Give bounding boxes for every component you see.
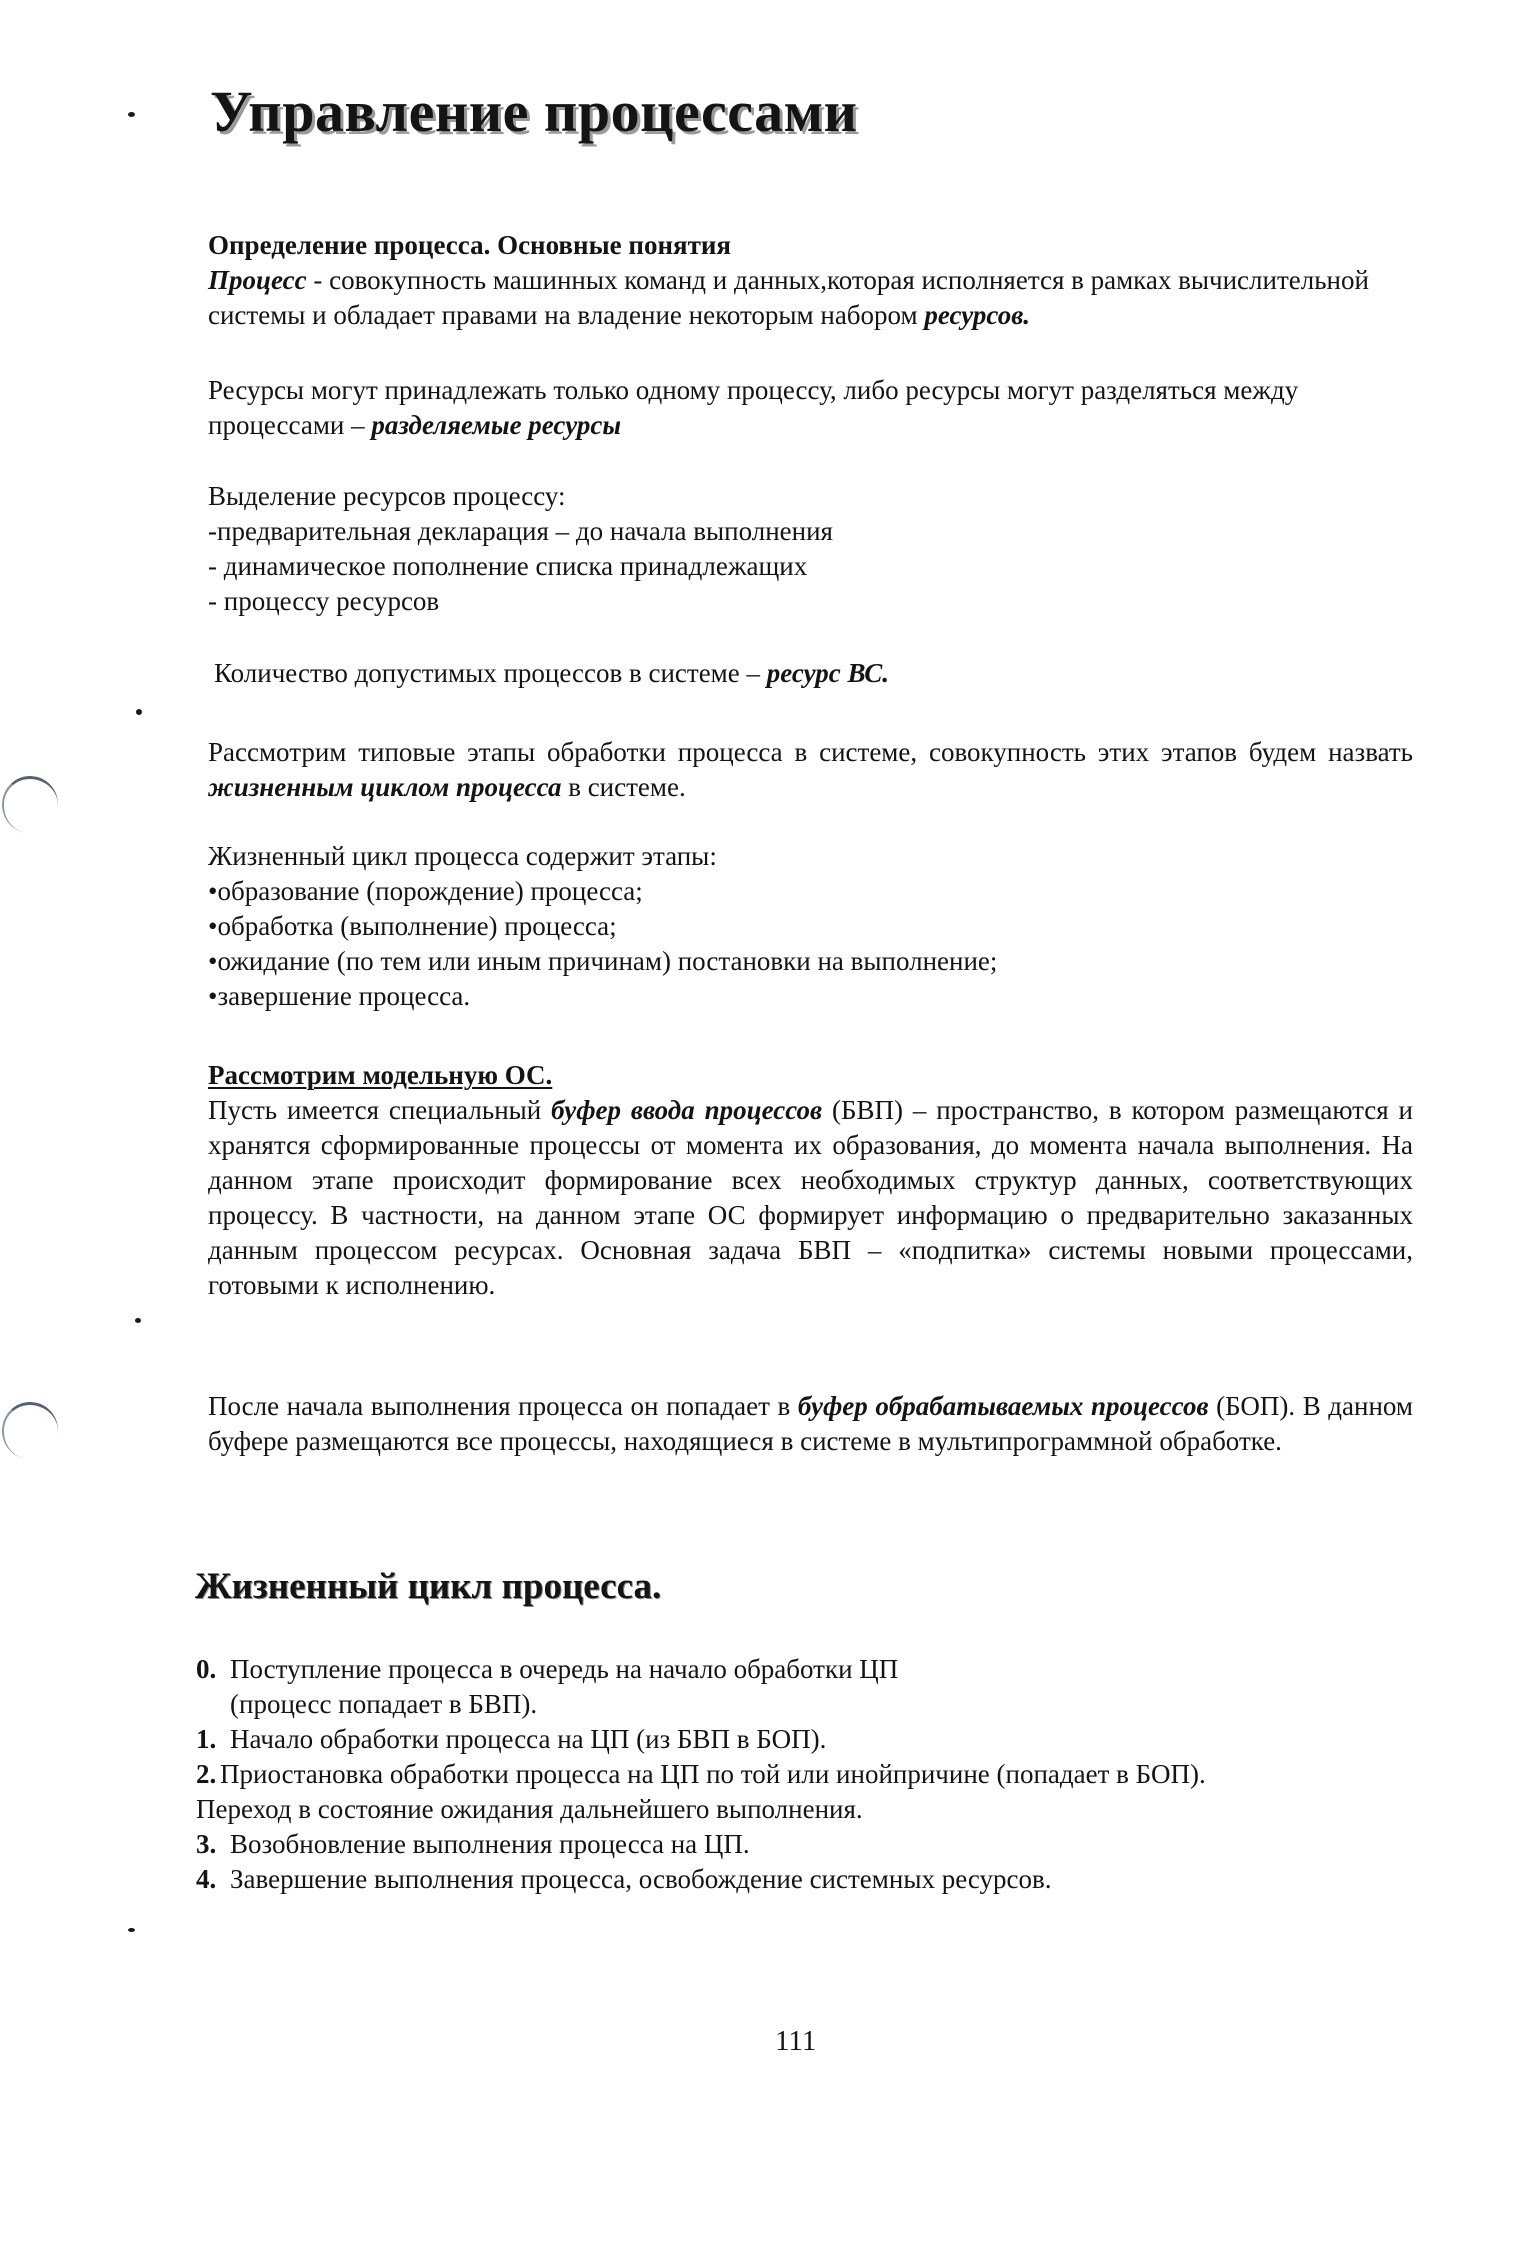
lifecycle-item-continuation: Переход в состояние ожидания дальнейшего выполнения. xyxy=(196,1794,863,1824)
lifecycle-item xyxy=(196,1862,1401,1897)
term-shared-resources: разделяемые ресурсы xyxy=(371,410,622,440)
shared-text: Ресурсы могут принадлежать только одному процессу, либо ресурсы могут разделяться между процессами – xyxy=(208,375,1299,440)
model-os-block xyxy=(208,1058,1413,1303)
bop-text: После начала выполнения процесса он попадает в xyxy=(208,1391,798,1421)
lifecycle-item-text: Приостановка обработки процесса на ЦП по той или инойпричине (попадает в БОП). xyxy=(220,1759,1206,1789)
scan-dot xyxy=(128,112,135,117)
term-processing-buffer: буфер обрабатываемых процессов xyxy=(797,1391,1209,1421)
lifecycle-item-text: Начало обработки процесса на ЦП (из БВП в БОП). xyxy=(230,1724,827,1754)
lifecycle-item-number: 3. xyxy=(196,1829,217,1859)
lifecycle-list xyxy=(196,1652,1401,1897)
stage-item: •ожидание (по тем или иным причинам) постановки на выполнение; xyxy=(208,946,998,976)
shared-resources-paragraph xyxy=(208,373,1413,443)
stage-item: •завершение процесса. xyxy=(208,981,471,1011)
stages-block xyxy=(208,839,1413,1014)
lifecycle-item xyxy=(196,1757,1401,1827)
count-text: Количество допустимых процессов в системе – xyxy=(214,658,767,688)
lifecycle-section-title: Жизненный цикл процесса. xyxy=(195,1566,662,1607)
allocation-block xyxy=(208,479,1413,619)
punch-hole-mark xyxy=(0,772,62,836)
allocation-item: - динамическое пополнение списка принадлежащих xyxy=(208,551,808,581)
allocation-item: - процессу ресурсов xyxy=(208,586,440,616)
punch-hole-mark xyxy=(0,1398,62,1462)
definition-block xyxy=(208,228,1413,333)
definition-paragraph xyxy=(208,263,1413,333)
bop-text-rest: (БОП). В данном буфере размещаются все процессы, находящиеся в системе в мультипрограммной обработке. xyxy=(208,1391,1413,1456)
lifecycle-item-number: 4. xyxy=(196,1864,217,1894)
scan-dot xyxy=(136,709,142,715)
lifecycle-item-text: Возобновление выполнения процесса на ЦП. xyxy=(230,1829,750,1859)
model-os-text-rest: (БВП) – пространство, в котором размещаются и хранятся сформированные процессы от момента их образования, до момента начала выполнения. На данном этапе происходит формирование всех необходимых структур данных, соответствующих процессу. В частности, на данном этапе ОС формирует информацию о предварительно заказанных данным процессом ресурсах. Основная задача БВП – «подпитка» системы новыми процессами, готовыми к исполнению. xyxy=(208,1095,1413,1300)
process-count-paragraph xyxy=(214,656,1419,691)
stage-item: •обработка (выполнение) процесса; xyxy=(208,911,617,941)
bop-paragraph xyxy=(208,1389,1413,1459)
lifecycle-item xyxy=(196,1827,1401,1862)
page-title: Управление процессами xyxy=(210,79,858,144)
stage-item: •образование (порождение) процесса; xyxy=(208,876,643,906)
lifecycle-item-text: Завершение выполнения процесса, освобождение системных ресурсов. xyxy=(230,1864,1052,1894)
model-os-paragraph xyxy=(208,1093,1413,1303)
scan-dot xyxy=(135,1318,141,1323)
lifecycle-intro-paragraph xyxy=(208,735,1413,805)
lifecycle-intro-text-end: в системе. xyxy=(561,772,686,802)
model-os-text: Пусть имеется специальный xyxy=(208,1095,552,1125)
definition-heading: Определение процесса. Основные понятия xyxy=(208,230,732,260)
lifecycle-item-number: 2. xyxy=(196,1759,217,1789)
page-number: 111 xyxy=(775,2025,817,2057)
term-input-buffer: буфер ввода процессов xyxy=(551,1095,823,1125)
allocation-item: -предварительная декларация – до начала выполнения xyxy=(208,516,833,546)
lifecycle-item-number: 0. xyxy=(196,1654,217,1684)
term-resources: ресурсов. xyxy=(924,300,1031,330)
scan-dot xyxy=(128,1928,135,1932)
lifecycle-item xyxy=(196,1722,1401,1757)
term-lifecycle: жизненным циклом процесса xyxy=(208,772,562,802)
lifecycle-item-number: 1. xyxy=(196,1724,217,1754)
lifecycle-intro-text: Рассмотрим типовые этапы обработки процесса в системе, совокупность этих этапов будем назвать xyxy=(208,737,1413,767)
term-process: Процесс xyxy=(208,265,307,295)
allocation-heading: Выделение ресурсов процессу: xyxy=(208,481,566,511)
lifecycle-item-continuation: (процесс попадает в БВП). xyxy=(230,1689,538,1719)
definition-text: - совокупность машинных команд и данных,которая исполняется в рамках вычислительной системы и обладает правами на владение некоторым набором xyxy=(208,265,1369,330)
lifecycle-item-text: Поступление процесса в очередь на начало обработки ЦП xyxy=(230,1654,899,1684)
term-vs-resource: ресурс ВС. xyxy=(766,658,890,688)
lifecycle-item xyxy=(196,1652,1401,1722)
stages-heading: Жизненный цикл процесса содержит этапы: xyxy=(208,841,717,871)
model-os-heading: Рассмотрим модельную ОС. xyxy=(208,1060,553,1090)
